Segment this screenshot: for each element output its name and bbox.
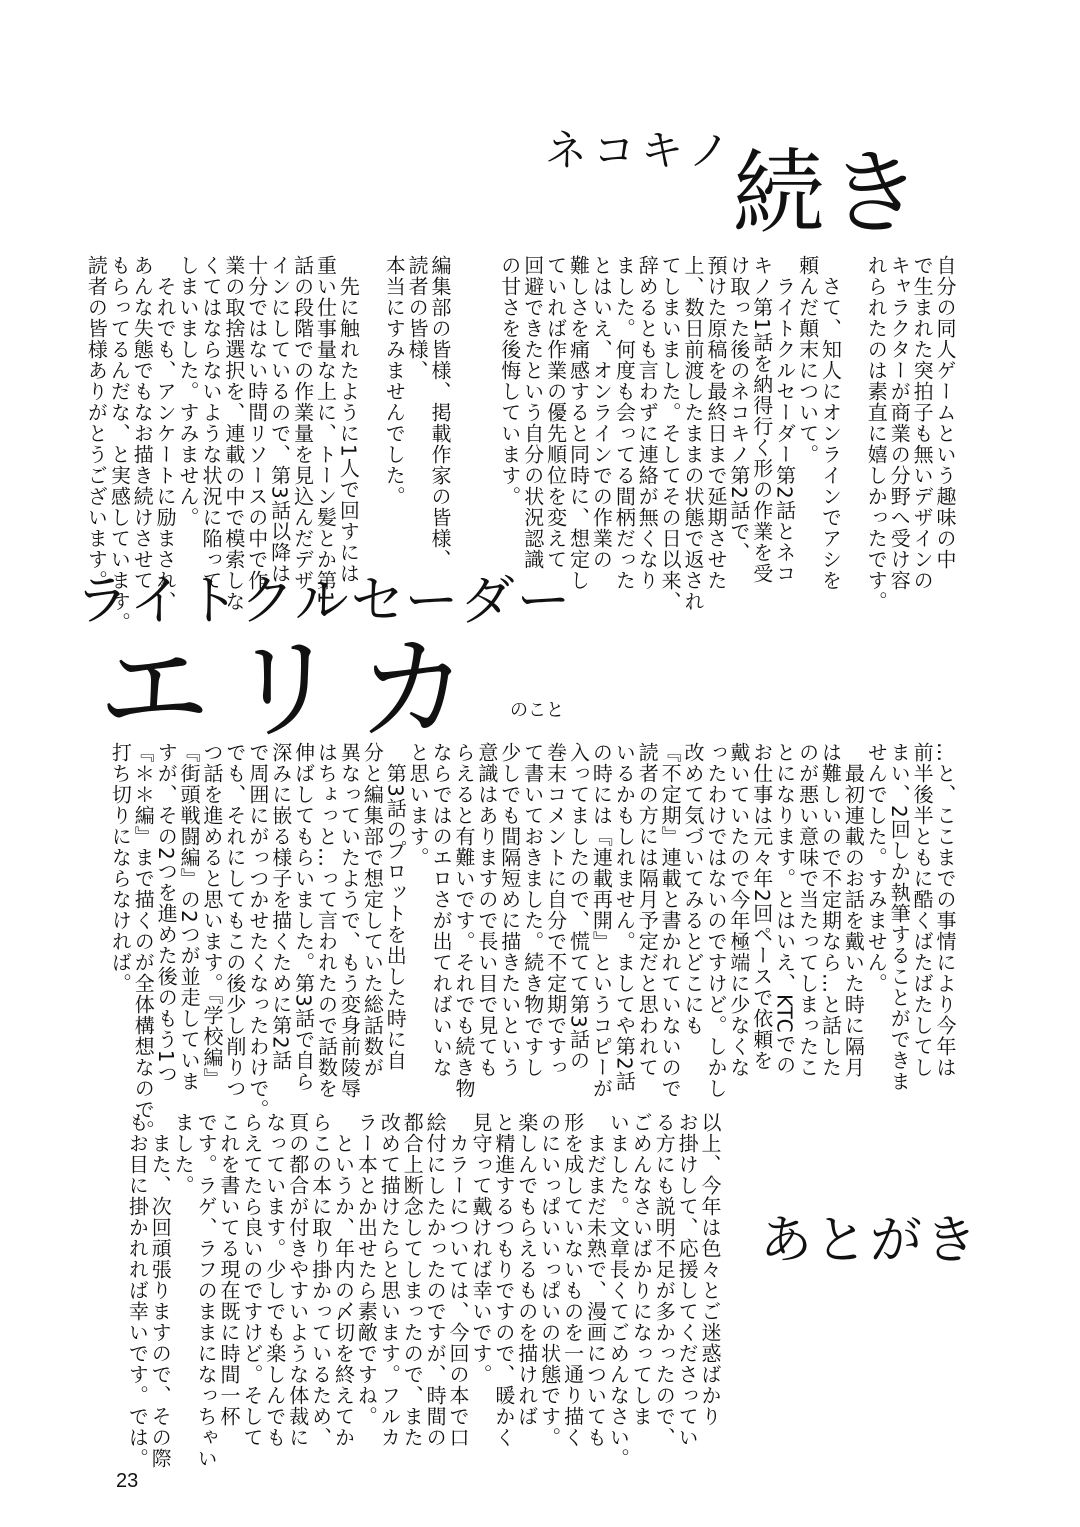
text-column: 楽しんでもらえるものを描ければ [514,1112,539,1427]
text-column: てしまいました。そしてその日以来、 [658,255,683,612]
text-column: で生まれた突拍子も無いデザインの [910,255,935,591]
text-column: とはいえ、オンラインでの作業の [589,255,614,570]
text-column: ごめんなさいばかりになってしま [629,1112,654,1427]
text-column: 少しでも間隔短めに描きたいという [497,742,522,1078]
text-block-afterword [125,1112,721,1469]
text-column: また、次回頑張りますので、その際 [148,1112,173,1469]
heading-afterword: あとがき [760,1211,981,1271]
text-column: 先に触れたように1人で回すには [336,255,361,584]
text-column: て書いておきました。続き物ですし [520,742,545,1078]
text-column: ラー本とか出せたら素敵ですね。 [354,1112,379,1427]
page-number: 23 [116,1470,139,1492]
text-column: 重い仕事量な上に、トーン髪とか第1 [313,255,338,605]
text-column: 回避できたという自分の状況認識 [520,255,545,570]
text-column: ました。何度も会ってる間柄だった [612,255,637,591]
text-column: 読者の方には隔月予定だと思われて [635,742,660,1078]
text-column: あんな失態でもなお描き続けさせて [130,255,155,591]
text-column: つ話を進めると思います。『学校編』 [200,742,224,1089]
text-column: いました。文章長くてごめんなさい。 [606,1112,631,1469]
text-column: れられたのは素直に嬉しかったです。 [864,255,889,612]
paragraph-gap [841,255,864,612]
text-column: インにしているので、第3話以降は [267,255,292,584]
text-column: ました。 [171,1112,196,1196]
text-column: カラーについては、今回の本で口 [446,1112,471,1448]
text-column: のにいっぱいいっぱいの状態です。 [537,1112,562,1448]
text-column: これを書いてる現在既に時間一杯 [216,1112,241,1427]
text-column: しまいました。すみません。 [176,255,201,528]
text-column: 本当にすみませんでした。 [382,255,407,507]
text-column: 『不定期』連載と書かれていないので [658,742,683,1099]
text-column: もお目に掛かれれば幸いです。では。 [125,1112,150,1469]
text-column: です。ラゲ、ラフのままになっちゃい [194,1112,219,1469]
heading-nekokino: ネコキノ [545,126,737,175]
text-column: 分と編集部で想定していた総話数が [360,742,385,1078]
text-column: 戴いていたので今年極端に少なくな [726,742,751,1078]
text-column: の時には『連載再開』というコピーが [589,742,614,1099]
text-column: ていれば作業の優先順位を変えて [543,255,568,570]
text-column: 上、数日前渡したままの状態で返され [681,255,706,612]
text-column: 形を成していないものを一通り描く [560,1112,585,1448]
text-column: ライトクルセーダー第2話とネコ [772,255,797,584]
text-column: 頁の都合が付きやすいような体裁に [285,1112,310,1448]
text-column: 改めて描けたらと思います。フルカ [377,1112,402,1448]
text-column: らこの本に取り掛かっているため、 [308,1112,333,1448]
text-column: らえてたら良いのですけど。そして [239,1112,264,1448]
text-column: 深みに嵌る様子を描くために第2話 [268,742,293,1071]
text-column: というか、年内の〆切を終えてか [331,1112,356,1448]
text-column: 頼んだ顛末について。 [795,255,820,465]
text-column: 自分の同人ゲームという趣味の中 [933,255,957,570]
text-column: キノ第1話を納得行く形の作業を受 [749,255,774,584]
text-column: 巻末コメントに自分で不定期ですっ [543,742,568,1078]
text-column: 話の段階での作業量を見込んだデザ [290,255,315,591]
text-column: 以上、今年は色々とご迷惑ばかり [698,1112,722,1427]
text-column: のが悪い意味で当たってしまったこ [795,742,820,1078]
text-column: 難しさを痛感すると同時に、想定し [566,255,591,591]
text-column: は難しいので不定期なら…と話した [818,742,843,1078]
text-column: お掛けして、応援してくださってい [675,1112,700,1448]
text-column: 読者の皆様ありがとうございます。 [84,255,109,591]
heading-light-crusader: ライトクルセーダー [75,569,573,632]
text-column: 意識はありますので長い目で見ても [474,742,499,1078]
heading-no-koto: のこと [510,700,564,721]
text-column: 編集部の皆様、掲載作家の皆様、 [428,255,452,570]
text-column: 絵付にしたかったのですが、時間の [423,1112,448,1448]
text-column: もらってるんだな、と実感しています。 [107,255,132,633]
text-column: る方にも説明不足が多かったので、 [652,1112,677,1448]
text-column: と精進するつもりですので、暖かく [491,1112,516,1448]
text-column: で周囲にがっつかせたくなったわけで。 [245,742,270,1120]
text-column: 読者の皆様、 [405,255,430,381]
text-block-erika [108,742,956,1141]
text-column: せんでした。すみません。 [864,742,889,994]
text-column: ったわけではないのですけど。しかし [703,742,728,1099]
text-column: それでも、アンケートに励まされ、 [153,255,178,612]
text-column: け取った後のネコキノ第2話で、 [726,255,751,563]
text-column: なっています。少しでも楽しんでも [262,1112,287,1448]
heading-erika: エリカ [98,625,487,755]
text-column: 業の取捨選択を、連載の中で模索しな [221,255,246,612]
text-column: 改めて気づいてみるとどこにも [681,742,706,1036]
text-column: らえると有難いです。それでも続き物 [451,742,476,1099]
text-column: 『＊＊編』まで描くのが全体構想なので。 [131,742,156,1141]
text-column: さて、知人にオンラインでアシを [818,255,843,591]
text-column: 入ってましたので、慌てて第3話の [566,742,591,1071]
text-column: まい、2回しか執筆することができま [887,742,912,1092]
text-column: ならではのエロさが出てればいいな [429,742,454,1078]
text-column: 最初連載のお話を戴いた時に隔月 [841,742,866,1078]
text-column: 預けた原稿を最終日まで延期させた [703,255,728,591]
text-column: …と、ここまでの事情により今年は [933,742,957,1078]
heading-tsuzuki: 続き [733,140,926,247]
text-column: 第3話のプロットを出した時に自 [383,742,408,1071]
text-column: 見守って戴ければ幸いです。 [468,1112,493,1385]
text-column: お仕事は元々年2回ペースで依頼を [749,742,774,1071]
text-column: と思います。 [406,742,431,868]
text-column: キャラクターが商業の分野へ受け容 [887,255,912,591]
text-column: 都合上断念してしまったので、また [400,1112,425,1448]
text-column: の甘さを後悔しています。 [497,255,522,507]
text-column: くてはならないような状況に陥って [198,255,223,591]
text-column: 辞めるとも言わずに連絡が無くなり [635,255,660,591]
text-column: 異なっていたようで、もう変身前陵辱 [337,742,362,1099]
text-column: 前半後半ともに酷くばたばたしてし [910,742,935,1078]
text-column: 『街頭戦闘編』の2つが並走していま [177,742,202,1092]
text-column: 十分ではない時間リソースの中で作 [244,255,269,591]
text-column: はちょっと…って言われたので話数を [314,742,339,1099]
text-column: すが、その2つを進めた後のもう1つ [154,742,179,1085]
text-column: 伸ばしてもらいました。第3話で自ら [291,742,316,1092]
text-column: とになります。とはいえ、KTCでの [772,742,797,1076]
text-column: 打ち切りにならなければ。 [108,742,133,994]
text-column: いるかもしれません。ましてや第2話 [612,742,637,1092]
text-column: まだまだ未熟で、漫画についても [583,1112,608,1448]
text-column: でも、それにしてもこの後少し削りつ [222,742,247,1099]
